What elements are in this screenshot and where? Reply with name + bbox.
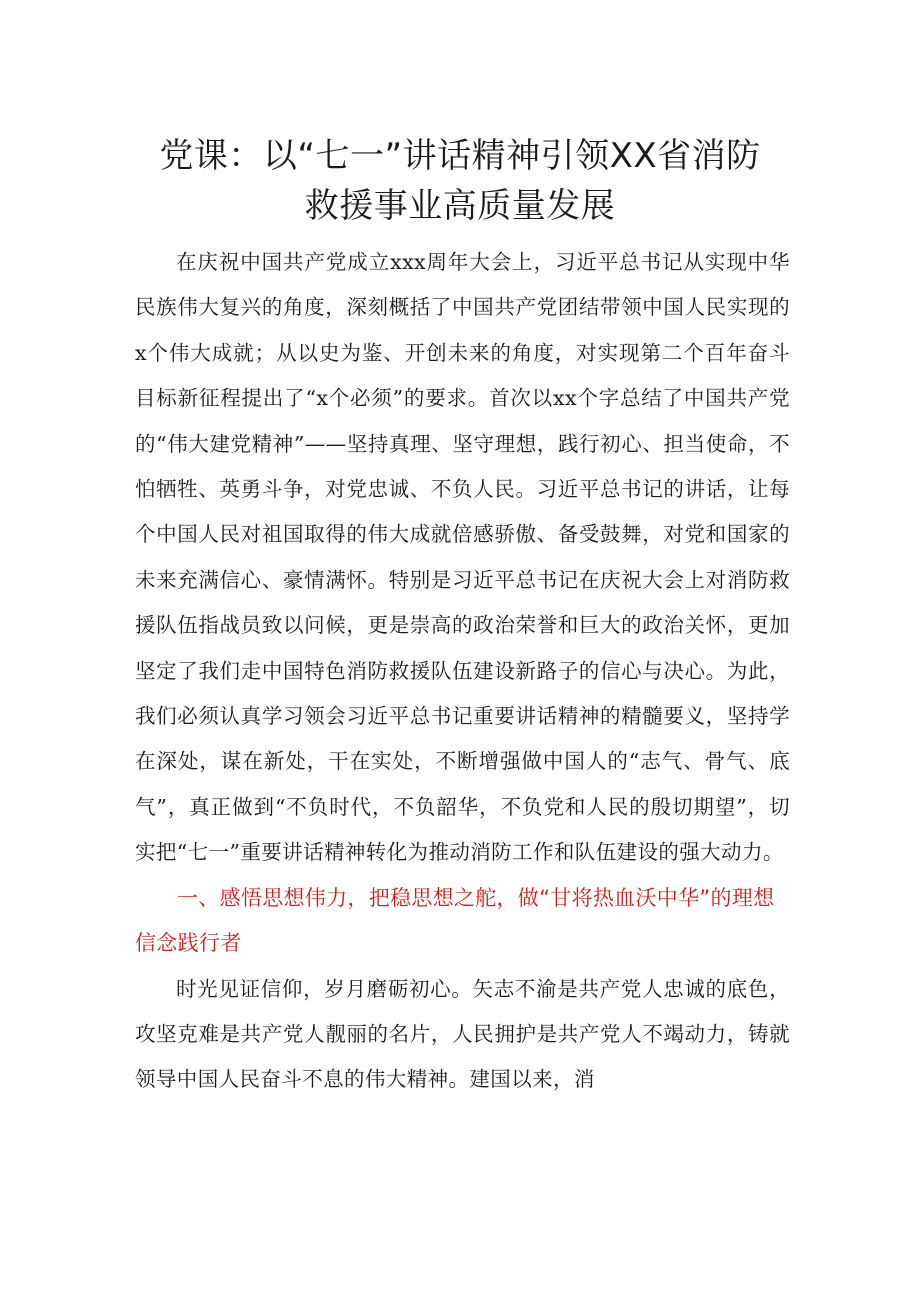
intro-paragraph: 在庆祝中国共产党成立xxx周年大会上，习近平总书记从实现中华民族伟大复兴的角度，深刻概括了中国共产党团结带领中国人民实现的x个伟大成就；从以史为鉴、开创未来的角度，对实现第二个百年奋斗目标新征程提出了“x个必须”的要求。首次以xx个字总结了中国共产党的“伟大建党精神”——坚持真理、坚守理想，践行初心、担当使命，不怕牺牲、英勇斗争，对党忠诚、不负人民。习近平总书记的讲话，让每个中国人民对祖国取得的伟大成就倍感骄傲、备受鼓舞，对党和国家的未来充满信心、豪情满怀。特别是习近平总书记在庆祝大会上对消防救援队伍指战员致以问候，更是崇高的政治荣誉和巨大的政治关怀，更加坚定了我们走中国特色消防救援队伍建设新路子的信心与决心。为此，我们必须认真学习领会习近平总书记重要讲话精神的精髓要义，坚持学在深处，谋在新处，干在实处，不断增强做中国人的“志气、骨气、底气”，真正做到“不负时代，不负韶华，不负党和人民的殷切期望”，切实把“七一”重要讲话精神转化为推动消防工作和队伍建设的强大动力。	[135, 250, 790, 865]
document-body	[135, 240, 790, 1103]
section-heading-1: 一、感悟思想伟力，把稳思想之舵，做“甘将热血沃中华”的理想信念践行者	[135, 885, 775, 956]
document-title-line-1: 党课：以“七一”讲话精神引领XX省消防	[159, 136, 761, 176]
document-title-line-2: 救援事业高质量发展	[304, 186, 616, 226]
section-1-paragraph: 时光见证信仰，岁月磨砺初心。矢志不渝是共产党人忠诚的底色，攻坚克难是共产党人靓丽的名片，人民拥护是共产党人不竭动力，铸就领导中国人民奋斗不息的伟大精神。建国以来，消	[135, 976, 790, 1092]
